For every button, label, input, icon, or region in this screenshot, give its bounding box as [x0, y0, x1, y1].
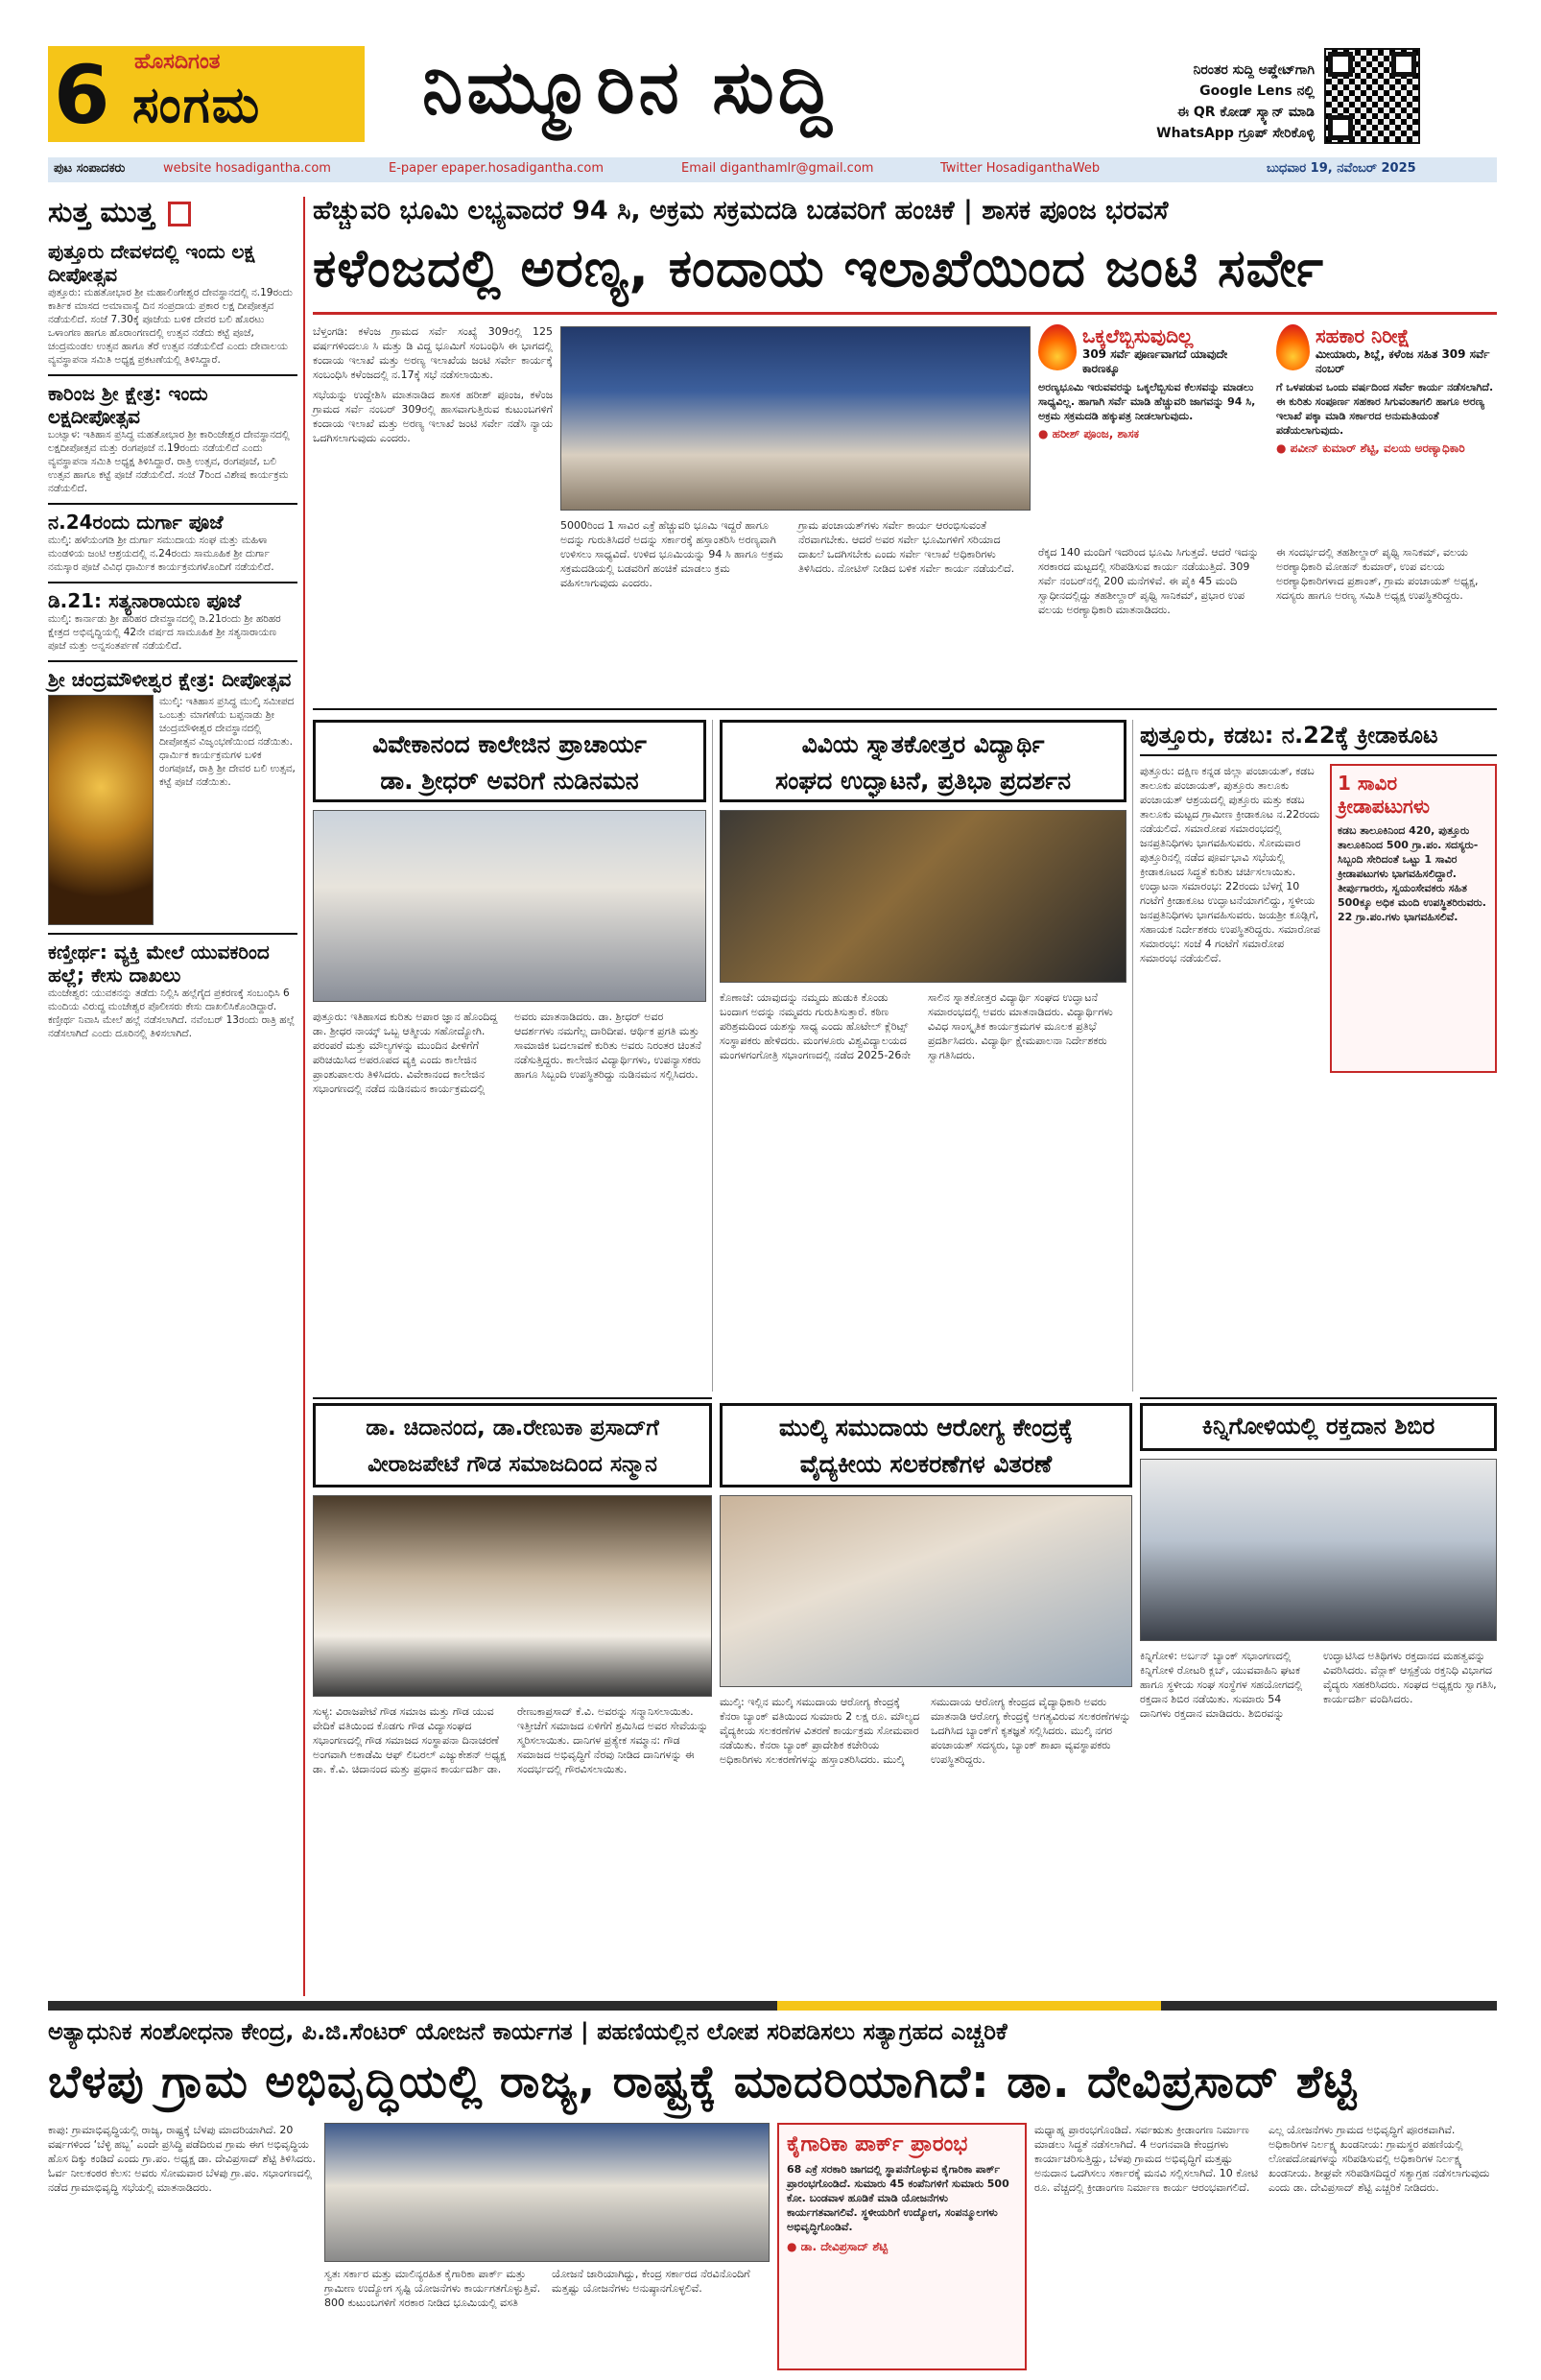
- mulki-headline-box: [720, 1403, 1132, 1488]
- top-story-kicker: ಹೆಚ್ಚುವರಿ ಭೂಮಿ ಲಭ್ಯವಾದರೆ 94 ಸಿ, ಅಕ್ರಮ ಸಕ್ರಮದಡಿ ಬಡವರಿಗೆ ಹಂಚಿಕೆ | ಶಾಸಕ ಪೂಂಜ ಭರವಸೆ: [313, 196, 1169, 226]
- left-news-list: [48, 240, 297, 1040]
- quote-body: ಗೆ ಒಳಪಡುವ ಒಂದು ವರ್ಷದಿಂದ ಸರ್ವೇ ಕಾರ್ಯ ನಡೆಸಲಾಗಿದೆ. ಈ ಕುರಿತು ಸಂಪೂರ್ಣ ಸಹಕಾರ ಸಿಗುವಂತಾಗಲಿ ಹಾಗೂ ಅರಣ್ಯ ಇಲಾಖೆ ಪಕ್ಕಾ ಮಾಡಿ ಸರ್ಕಾರದ ಅನುಮತಿಯಂತೆ ಪಡೆಯಲಾಗುವುದು.: [1276, 381, 1494, 437]
- bottom-story-headline: ಬೆಳಪು ಗ್ರಾಮ ಅಭಿವೃದ್ಧಿಯಲ್ಲಿ ರಾಜ್ಯ, ರಾಷ್ಟ್ರಕ್ಕೆ ಮಾದರಿಯಾಗಿದೆ: ಡಾ. ದೇವಿಪ್ರಸಾದ್ ಶೆಟ್ಟಿ: [48, 2056, 1358, 2108]
- news-title: ಕಾರಿಂಜ ಶ್ರೀ ಕ್ಷೇತ್ರ: ಇಂದು ಲಕ್ಷದೀಪೋತ್ಸವ: [48, 382, 208, 428]
- top-story-photo: [560, 326, 1031, 511]
- column-heading: [48, 196, 195, 229]
- twitter-link[interactable]: Twitter HosadiganthaWeb: [940, 161, 1101, 176]
- bottom-story-body-col3: ಮಧ್ಯಾಹ್ನ ಪ್ರಾರಂಭಗೊಂಡಿದೆ. ಸರ್ವಋತು ಕ್ರೀಡಾಂಗಣ ನಿರ್ಮಾಣ ಮಾಡಲು ಸಿದ್ಧತೆ ನಡೆಸಲಾಗಿದೆ. 4 ಅಂಗನವಾಡಿ ಕೇಂದ್ರಗಳು ಕಾರ್ಯಾಚರಿಸುತ್ತಿದ್ದು, ಬೆಳಪು ಗ್ರಾಮದ ಅಭಿವೃದ್ಧಿಗೆ ಮತ್ತಷ್ಟು ಅನುದಾನ ಒದಗಿಸಲು ಸರ್ಕಾರಕ್ಕೆ ಮನವಿ ಸಲ್ಲಿಸಲಾಗಿದೆ. 10 ಕೋಟಿ ರೂ. ವೆಚ್ಚದಲ್ಲಿ ಕ್ರೀಡಾಂಗಣ ನಿರ್ಮಾಣ ಕಾರ್ಯ ಆರಂಭವಾಗಲಿದೆ.: [1034, 2124, 1259, 2194]
- list-item: [48, 940, 297, 1040]
- column-divider: [712, 720, 713, 1392]
- postgrad-photo: [720, 810, 1126, 983]
- quote-title: ಸಹಕಾರ ನಿರೀಕ್ಷೆ: [1316, 324, 1411, 347]
- chidanand-headline-box: [313, 1403, 712, 1488]
- quote-attribution: ● ಪವೀನ್ ಕುಮಾರ್ ಶೆಟ್ಟಿ, ವಲಯ ಅರಣ್ಯಾಧಿಕಾರಿ: [1276, 441, 1465, 455]
- news-title: ಪುತ್ತೂರು ದೇವಳದಲ್ಲಿ ಇಂದು ಲಕ್ಷ ದೀಪೋತ್ಸವ: [48, 240, 255, 286]
- column-divider: [1132, 720, 1133, 1392]
- page-number: 6: [54, 48, 110, 142]
- list-item: [48, 240, 297, 367]
- box-attribution: ● ಡಾ. ದೇವಿಪ್ರಸಾದ್ ಶೆಟ್ಟಿ: [787, 2240, 889, 2253]
- brand-small: ಹೊಸದಿಗಂತ: [134, 50, 221, 74]
- news-title: ನ.24ರಂದು ದುರ್ಗಾ ಪೂಜೆ: [48, 511, 224, 534]
- section-bar: [48, 2001, 1497, 2011]
- news-title: ಕಣ್ತೀರ್ಥ: ವ್ಯಕ್ತಿ ಮೇಲೆ ಯುವಕರಿಂದ ಹಲ್ಲೆ; ಕೇಸು ದಾಖಲು: [48, 940, 270, 987]
- sports-headline: ಪುತ್ತೂರು, ಕಡಬ: ನ.22ಕ್ಕೆ ಕ್ರೀಡಾಕೂಟ: [1140, 722, 1438, 749]
- news-body: ಮುಲ್ಕಿ: ಇತಿಹಾಸ ಪ್ರಸಿದ್ಧ ಮುಲ್ಕಿ ಸಮೀಪದ ಒಂಬತ್ತು ಮಾಗಣೆಯ ಬಪ್ಪನಾಡು ಶ್ರೀ ಚಂದ್ರಮೌಳೀಶ್ವರ ದೇವಸ್ಥಾನದಲ್ಲಿ ದೀಪೋತ್ಸವ ವಿಜೃಂಭಣೆಯಿಂದ ನಡೆಯಿತು. ಧಾರ್ಮಿಕ ಕಾರ್ಯಕ್ರಮಗಳ ಬಳಿಕ ರಂಗಪೂಜೆ, ರಾತ್ರಿ ಶ್ರೀ ದೇವರ ಬಲಿ ಉತ್ಸವ, ಕಟ್ಟೆ ಪೂಜೆ ನಡೆಯಿತು.: [159, 696, 296, 788]
- box-body: ಕಡಬ ತಾಲೂಕಿನಿಂದ 420, ಪುತ್ತೂರು ತಾಲೂಕಿನಿಂದ 500 ಗ್ರಾ.ಪಂ. ಸದಸ್ಯರು- ಸಿಬ್ಬಂದಿ ಸೇರಿದಂತೆ ಒಟ್ಟು 1 ಸಾವಿರ ಕ್ರೀಡಾಪಟುಗಳು ಭಾಗವಹಿಸಲಿದ್ದಾರೆ. ತೀರ್ಪುಗಾರರು, ಸ್ವಯಂಸೇವಕರು ಸಹಿತ 500ಕ್ಕೂ ಅಧಿಕ ಮಂದಿ ಉಪಸ್ಥಿತರಿರುವರು. 22 ಗ್ರಾ.ಪಂ.ಗಳು ಭಾಗವಹಿಸಲಿವೆ.: [1338, 824, 1486, 923]
- kinnigoli-body: ಕಿನ್ನಿಗೋಳಿ: ಅರ್ಬನ್ ಬ್ಯಾಂಕ್ ಸಭಾಂಗಣದಲ್ಲಿ ಕಿನ್ನಿಗೋಳಿ ರೋಟರಿ ಕ್ಲಬ್, ಯುವವಾಹಿನಿ ಘಟಕ ಹಾಗೂ ಸ್ಥಳೀಯ ಸಂಘ ಸಂಸ್ಥೆಗಳ ಸಹಯೋಗದಲ್ಲಿ ರಕ್ತದಾನ ಶಿಬಿರ ನಡೆಯಿತು. ಸುಮಾರು 54 ದಾನಿಗಳು ರಕ್ತದಾನ ಮಾಡಿದರು. ಶಿಬಿರವನ್ನು ಉದ್ಘಾಟಿಸಿದ ಅತಿಥಿಗಳು ರಕ್ತದಾನದ ಮಹತ್ವವನ್ನು ವಿವರಿಸಿದರು. ವೆನ್ಲಾಕ್ ಆಸ್ಪತ್ರೆಯ ರಕ್ತನಿಧಿ ವಿಭಾಗದ ವೈದ್ಯರು ಸಹಕರಿಸಿದರು. ಸಂಘದ ಅಧ್ಯಕ್ಷರು ಸ್ವಾಗತಿಸಿ, ಕಾರ್ಯದರ್ಶಿ ವಂದಿಸಿದರು.: [1140, 1650, 1497, 1720]
- top-story-body-col2: 5000ರಿಂದ 1 ಸಾವಿರ ಎಕ್ರೆ ಹೆಚ್ಚುವರಿ ಭೂಮಿ ಇದ್ದರೆ ಹಾಗೂ ಅದನ್ನು ಗುರುತಿಸಿದರೆ ಅದನ್ನು ಸರ್ಕಾರಕ್ಕೆ ಹಸ್ತಾಂತರಿಸಿ ಅರಣ್ಯವಾಗಿ ಉಳಿಸಲು ಸಾಧ್ಯವಿದೆ. ಉಳಿದ ಭೂಮಿಯನ್ನು 94 ಸಿ ಹಾಗೂ ಅಕ್ರಮ ಸಕ್ರಮದಡಿಯಲ್ಲಿ ಬಡವರಿಗೆ ಹಂಚಿಕೆ ಮಾಡಲು ಕ್ರಮ ವಹಿಸಲಾಗುವುದು ಎಂದರು.: [560, 519, 784, 589]
- column-heading-text: ಸುತ್ತ ಮುತ್ತ: [48, 196, 154, 229]
- qr-instructions: [864, 60, 1315, 144]
- column-divider: [303, 197, 305, 1996]
- bottom-story-kicker: ಅತ್ಯಾಧುನಿಕ ಸಂಶೋಧನಾ ಕೇಂದ್ರ, ಪಿ.ಜಿ.ಸೆಂಟರ್ ಯೋಜನೆ ಕಾರ್ಯಗತ | ಪಹಣಿಯಲ್ಲಿನ ಲೋಪ ಸರಿಪಡಿಸಲು ಸತ್ಯಾಗ್ರಹದ ಎಚ್ಚರಿಕೆ: [48, 2018, 1008, 2045]
- quote-box-mla: [1038, 324, 1268, 441]
- temple-photo: [48, 695, 154, 925]
- news-body: ಮಂಜೇಶ್ವರ: ಯುವಕನನ್ನು ತಡೆದು ನಿಲ್ಲಿಸಿ ಹಲ್ಲೆಗೈದ ಪ್ರಕರಣಕ್ಕೆ ಸಂಬಂಧಿಸಿ 6 ಮಂದಿಯ ವಿರುದ್ಧ ಮಂಜೇಶ್ವರ ಪೊಲೀಸರು ಕೇಸು ದಾಖಲಿಸಿಕೊಂಡಿದ್ದಾರೆ. ಕಣ್ತೀರ್ಥ ನಿವಾಸಿ ಮೇಲೆ ಹಲ್ಲೆ ನಡೆಸಲಾಗಿದೆ. ನವೆಂಬರ್ 13ರಂದು ರಾತ್ರಿ ಹಲ್ಲೆ ನಡೆಸಲಾಗಿದೆ ಎಂದು ದೂರಿನಲ್ಲಿ ತಿಳಿಸಲಾಗಿದೆ.: [48, 988, 296, 1039]
- mulki-body: ಮುಲ್ಕಿ: ಇಲ್ಲಿನ ಮುಲ್ಕಿ ಸಮುದಾಯ ಆರೋಗ್ಯ ಕೇಂದ್ರಕ್ಕೆ ಕೆನರಾ ಬ್ಯಾಂಕ್ ವತಿಯಿಂದ ಸುಮಾರು 2 ಲಕ್ಷ ರೂ. ಮೌಲ್ಯದ ವೈದ್ಯಕೀಯ ಸಲಕರಣೆಗಳ ವಿತರಣೆ ಕಾರ್ಯಕ್ರಮ ಸೋಮವಾರ ನಡೆಯಿತು. ಕೆನರಾ ಬ್ಯಾಂಕ್ ಪ್ರಾದೇಶಿಕ ಕಚೇರಿಯ ಅಧಿಕಾರಿಗಳು ಸಲಕರಣೆಗಳನ್ನು ಹಸ್ತಾಂತರಿಸಿದರು. ಮುಲ್ಕಿ ಸಮುದಾಯ ಆರೋಗ್ಯ ಕೇಂದ್ರದ ವೈದ್ಯಾಧಿಕಾರಿ ಅವರು ಮಾತನಾಡಿ ಆರೋಗ್ಯ ಕೇಂದ್ರಕ್ಕೆ ಅಗತ್ಯವಿರುವ ಸಲಕರಣೆಗಳನ್ನು ಒದಗಿಸಿದ ಬ್ಯಾಂಕ್‌ಗೆ ಕೃತಜ್ಞತೆ ಸಲ್ಲಿಸಿದರು. ಮುಲ್ಕಿ ನಗರ ಪಂಚಾಯತ್ ಸದಸ್ಯರು, ಬ್ಯಾಂಕ್ ಶಾಖಾ ವ್ಯವಸ್ಥಾಪಕರು ಉಪಸ್ಥಿತರಿದ್ದರು.: [720, 1696, 1131, 1766]
- quote-body: ಅರಣ್ಯಭೂಮಿ ಇರುವವರನ್ನು ಒಕ್ಕಲೆಬ್ಬಿಸುವ ಕೆಲಸವನ್ನು ಮಾಡಲು ಸಾಧ್ಯವಿಲ್ಲ. ಹಾಗಾಗಿ ಸರ್ವೆ ಮಾಡಿ ಹೆಚ್ಚುವರಿ ಜಾಗವನ್ನು 94 ಸಿ, ಅಕ್ರಮ ಸಕ್ರಮದಡಿ ಹಕ್ಕುಪತ್ರ ನೀಡಲಾಗುವುದು.: [1038, 381, 1256, 422]
- list-item: [48, 511, 297, 574]
- brand-big: ಸಂಗಮ: [132, 77, 262, 134]
- kinnigoli-photo: [1140, 1459, 1497, 1641]
- list-item: [48, 668, 297, 925]
- epaper-link[interactable]: E-paper epaper.hosadigantha.com: [389, 161, 605, 176]
- vivekananda-body: ಪುತ್ತೂರು: ಇತಿಹಾಸದ ಕುರಿತು ಅಪಾರ ಜ್ಞಾನ ಹೊಂದಿದ್ದ ಡಾ. ಶ್ರೀಧರ ನಾಯ್ಕ್ ಒಬ್ಬ ಆತ್ಮೀಯ ಸಹೋದ್ಯೋಗಿ. ಪರಂಪರೆ ಮತ್ತು ಮೌಲ್ಯಗಳನ್ನು ಮುಂದಿನ ಪೀಳಿಗೆಗೆ ಪರಿಚಯಿಸಿದ ಅಪರೂಪದ ವ್ಯಕ್ತಿ ಎಂದು ಕಾಲೇಜಿನ ಪ್ರಾಂಶುಪಾಲರು ತಿಳಿಸಿದರು. ವಿವೇಕಾನಂದ ಕಾಲೇಜಿನ ಸಭಾಂಗಣದಲ್ಲಿ ನಡೆದ ನುಡಿನಮನ ಕಾರ್ಯಕ್ರಮದಲ್ಲಿ ಅವರು ಮಾತನಾಡಿದರು. ಡಾ. ಶ್ರೀಧರ್ ಅವರ ಆದರ್ಶಗಳು ನಮಗೆಲ್ಲ ದಾರಿದೀಪ. ಆರ್ಥಿಕ ಪ್ರಗತಿ ಮತ್ತು ಸಾಮಾಜಿಕ ಬದಲಾವಣೆ ಕುರಿತು ಅವರು ನಿರಂತರ ಚಿಂತನೆ ನಡೆಸುತ್ತಿದ್ದರು. ಕಾಲೇಜಿನ ವಿದ್ಯಾರ್ಥಿಗಳು, ಉಪನ್ಯಾಸಕರು ಹಾಗೂ ಸಿಬ್ಬಂದಿ ಉಪಸ್ಥಿತರಿದ್ದು ನುಡಿನಮನ ಸಲ್ಲಿಸಿದರು.: [313, 1011, 701, 1095]
- industrial-park-box: [777, 2123, 1027, 2370]
- page-title: ನಿಮ್ಮೂರಿನ ಸುದ್ದಿ: [422, 44, 836, 130]
- top-story-body-col1: [313, 324, 553, 451]
- flame-icon: [1038, 324, 1077, 370]
- news-body: ಬಂಟ್ವಾಳ: ಇತಿಹಾಸ ಪ್ರಸಿದ್ಧ ಮಹತೋಭಾರ ಶ್ರೀ ಕಾರಿಂಜೇಶ್ವರ ದೇವಸ್ಥಾನದಲ್ಲಿ ಲಕ್ಷದೀಪೋತ್ಸವ ಮತ್ತು ರಂಗಪೂಜೆ ನ.19ರಂದು ನಡೆಯಲಿದೆ ಎಂದು ವ್ಯವಸ್ಥಾಪನಾ ಸಮಿತಿ ಅಧ್ಯಕ್ಷ ತಿಳಿಸಿದ್ದಾರೆ. ರಾತ್ರಿ ಉತ್ಸವ, ರಂಗಪೂಜೆ, ಬಲಿ ಉತ್ಸವ ಹಾಗೂ ಕಟ್ಟೆ ಪೂಜೆ ನಡೆಯಲಿದೆ. ಸಂಜೆ 7ರಿಂದ ವಿಶೇಷ ಕಾರ್ಯಕ್ರಮ ನಡೆಯಲಿದೆ.: [48, 429, 290, 494]
- divider: [313, 708, 1497, 710]
- list-item: [48, 382, 297, 495]
- divider: [313, 1397, 712, 1399]
- headline-line-1: ಮುಲ್ಕಿ ಸಮುದಾಯ ಆರೋಗ್ಯ ಕೇಂದ್ರಕ್ಕೆ: [778, 1414, 1074, 1441]
- section-label: ಪುಟ ಸಂಪಾದಕರು: [54, 161, 126, 176]
- email-link[interactable]: Email diganthamlr@gmail.com: [681, 161, 874, 176]
- qr-code-icon[interactable]: [1324, 48, 1420, 144]
- headline-line-2: ವೈದ್ಯಕೀಯ ಸಲಕರಣೆಗಳ ವಿತರಣೆ: [799, 1450, 1053, 1478]
- headline-line-1: ವಿವಿಯ ಸ್ನಾತಕೋತ್ತರ ವಿದ್ಯಾರ್ಥಿ: [801, 730, 1045, 758]
- news-body: ಪುತ್ತೂರು: ಮಹತೋಭಾರ ಶ್ರೀ ಮಹಾಲಿಂಗೇಶ್ವರ ದೇವಸ್ಥಾನದಲ್ಲಿ ನ.19ರಂದು ಕಾರ್ತಿಕ ಮಾಸದ ಅಮಾವಾಸ್ಯೆ ದಿನ ಸಂಪ್ರದಾಯ ಪ್ರಕಾರ ಲಕ್ಷ ದೀಪೋತ್ಸವ ನಡೆಯಲಿದೆ. ಸಂಜೆ 7.30ಕ್ಕೆ ಪೂಜೆಯ ಬಳಿಕ ದೇವರ ಬಲಿ ಹೊರಟು ಒಳಾಂಗಣ ಹಾಗೂ ಹೊರಾಂಗಣದಲ್ಲಿ ಉತ್ಸವ ನಡೆದು ಕಟ್ಟೆ ಪೂಜೆ, ಚಂದ್ರಮಂಡಲ ಉತ್ಸವ ಹಾಗೂ ತೆರೆ ಉತ್ಸವ ನಡೆಯಲಿದೆ ಎಂದು ದೇವಾಲಯ ವ್ಯವಸ್ಥಾಪನಾ ಸಮಿತಿ ಅಧ್ಯಕ್ಷ ಪ್ರಕಟಣೆಯಲ್ಲಿ ತಿಳಿಸಿದ್ದಾರೆ.: [48, 287, 293, 366]
- headline-line-1: ವಿವೇಕಾನಂದ ಕಾಲೇಜಿನ ಪ್ರಾಚಾರ್ಯ: [372, 730, 647, 758]
- bottom-story-body-col1: ಕಾಪು: ಗ್ರಾಮಾಭಿವೃದ್ಧಿಯಲ್ಲಿ ರಾಜ್ಯ, ರಾಷ್ಟ್ರಕ್ಕೆ ಬೆಳಪು ಮಾದರಿಯಾಗಿದೆ. 20 ವರ್ಷಗಳಿಂದ ‘ಬೆಳ್ಳಿ ಹಬ್ಬ’ ಎಂದೇ ಪ್ರಸಿದ್ಧಿ ಪಡೆದಿರುವ ಗ್ರಾಮ ಈಗ ಅಭಿವೃದ್ಧಿಯ ಹೊಸ ದಿಕ್ಕು ಕಂಡಿದೆ ಎಂದು ಗ್ರಾ.ಪಂ. ಅಧ್ಯಕ್ಷ ಡಾ. ದೇವಿಪ್ರಸಾದ್ ಶೆಟ್ಟಿ ತಿಳಿಸಿದರು. ಓರ್ವ ನೀಲಕಂಠರ ಕೆಲಸ: ಅವರು ಸೋಮವಾರ ಬೆಳಪು ಗ್ರಾ.ಪಂ. ಸಭಾಂಗಣದಲ್ಲಿ ನಡೆದ ಗ್ರಾಮಾಭಿವೃದ್ಧಿ ಸಭೆಯಲ್ಲಿ ಮಾತನಾಡಿದರು.: [48, 2124, 317, 2194]
- qr-corner: [1391, 52, 1416, 77]
- headline-line-1: ಡಾ. ಚಿದಾನಂದ, ಡಾ.ರೇಣುಕಾ ಪ್ರಸಾದ್‌ಗೆ: [366, 1416, 659, 1440]
- qr-text-3: ಈ QR ಕೋಡ್ ಸ್ಕ್ಯಾನ್ ಮಾಡಿ: [1176, 105, 1315, 120]
- issue-date: ಬುಧವಾರ 19, ನವೆಂಬರ್ 2025: [1267, 161, 1416, 176]
- postgrad-body: ಕೊಣಾಜೆ: ಯಾವುದನ್ನು ನಮ್ಮದು ಹುಡುಕಿ ಕೊಂಡು ಬಂದಾಗ ಅದನ್ನು ನಮ್ಮವರು ಗುರುತಿಸುತ್ತಾರೆ. ಕಠಿಣ ಪರಿಶ್ರಮದಿಂದ ಯಶಸ್ಸು ಸಾಧ್ಯ ಎಂದು ಹೊಟೇಲ್ ಕ್ಲೆರಿಟ್ಸ್ ಸಂಸ್ಥಾಪಕರು ಹೇಳಿದರು. ಮಂಗಳೂರು ವಿಶ್ವವಿದ್ಯಾಲಯದ ಮಂಗಳಗಂಗೋತ್ರಿ ಸಭಾಂಗಣದಲ್ಲಿ ನಡೆದ 2025-26ನೇ ಸಾಲಿನ ಸ್ನಾತಕೋತ್ತರ ವಿದ್ಯಾರ್ಥಿ ಸಂಘದ ಉದ್ಘಾಟನೆ ಸಮಾರಂಭದಲ್ಲಿ ಅವರು ಮಾತನಾಡಿದರು. ವಿದ್ಯಾರ್ಥಿಗಳು ವಿವಿಧ ಸಾಂಸ್ಕೃತಿಕ ಕಾರ್ಯಕ್ರಮಗಳ ಮೂಲಕ ಪ್ರತಿಭೆ ಪ್ರದರ್ಶಿಸಿದರು. ವಿದ್ಯಾರ್ಥಿ ಕ್ಷೇಮಪಾಲನಾ ನಿರ್ದೇಶಕರು ಸ್ವಾಗತಿಸಿದರು.: [720, 991, 1113, 1061]
- divider: [313, 312, 1497, 315]
- top-story-headline: ಕಳೆಂಜದಲ್ಲಿ ಅರಣ್ಯ, ಕಂದಾಯ ಇಲಾಖೆಯಿಂದ ಜಂಟಿ ಸರ್ವೇ: [313, 238, 1325, 298]
- website-link[interactable]: website hosadigantha.com: [163, 161, 331, 176]
- headline-line-2: ಸಂಘದ ಉದ್ಘಾಟನೆ, ಪ್ರತಿಭಾ ಪ್ರದರ್ಶನ: [774, 767, 1072, 795]
- kinnigoli-headline: ಕಿನ್ನಿಗೋಳಿಯಲ್ಲಿ ರಕ್ತದಾನ ಶಿಬಿರ: [1140, 1403, 1497, 1451]
- bottom-story-body-col4: ಎಲ್ಲ ಯೋಜನೆಗಳು ಗ್ರಾಮದ ಅಭಿವೃದ್ಧಿಗೆ ಪೂರಕವಾಗಿವೆ. ಅಧಿಕಾರಿಗಳ ನಿರ್ಲಕ್ಷ್ಯ ಖಂಡನೀಯ: ಗ್ರಾಮಸ್ಥರ ಪಹಣಿಯಲ್ಲಿ ಲೋಪದೋಷಗಳನ್ನು ಸರಿಪಡಿಸುವಲ್ಲಿ ಅಧಿಕಾರಿಗಳ ನಿರ್ಲಕ್ಷ್ಯ ಖಂಡನೀಯ. ಶೀಘ್ರವೇ ಸರಿಪಡಿಸದಿದ್ದರೆ ಸತ್ಯಾಗ್ರಹ ನಡೆಸಲಾಗುವುದು ಎಂದು ಡಾ. ದೇವಿಪ್ರಸಾದ್ ಶೆಟ್ಟಿ ಎಚ್ಚರಿಕೆ ನೀಡಿದರು.: [1268, 2124, 1490, 2194]
- headline-line-2: ಡಾ. ಶ್ರೀಧರ್ ಅವರಿಗೆ ನುಡಿನಮನ: [380, 767, 639, 795]
- top-story-body-col3: ಗ್ರಾಮ ಪಂಚಾಯತ್‌ಗಳು ಸರ್ವೇ ಕಾರ್ಯ ಆರಂಭಿಸುವಂತೆ ನೆರವಾಗಬೇಕು. ಆದರೆ ಅವರ ಸರ್ವೇ ಭೂಮಿಗಳಿಗೆ ಸರಿಯಾದ ದಾಖಲೆ ಒದಗಿಸಬೇಕು ಎಂದು ಸರ್ವೇ ಇಲಾಖೆ ಅಧಿಕಾರಿಗಳು ತಿಳಿಸಿದರು. ನೋಟಿಸ್ ನೀಡಿದ ಬಳಿಕ ಸರ್ವೇ ಕಾರ್ಯ ನಡೆಯಲಿದೆ.: [798, 519, 1015, 575]
- paragraph: ಸಭೆಯನ್ನು ಉದ್ದೇಶಿಸಿ ಮಾತನಾಡಿದ ಶಾಸಕ ಹರೀಶ್ ಪೂಂಜ, ಕಳೆಂಜ ಗ್ರಾಮದ ಸರ್ವೆ ನಂಬರ್ 309ರಲ್ಲಿ ಹಾಸವಾಗುತ್ತಿರುವ ಕುಟುಂಬಗಳಿಗೆ ಕಂದಾಯ ಇಲಾಖೆ ಮತ್ತು ಅರಣ್ಯ ಇಲಾಖೆ ಜಂಟಿ ಸರ್ವೇ ನಡೆಸಿ ನ್ಯಾಯ ಒದಗಿಸಲಾಗುವುದು ಎಂದರು.: [313, 389, 553, 444]
- postgrad-headline-box: [720, 720, 1126, 802]
- info-bar: [48, 157, 1497, 182]
- book-icon: [168, 202, 191, 226]
- quote-box-forest: [1276, 324, 1497, 456]
- vivekananda-photo: [313, 810, 706, 1002]
- box-body: 68 ಎಕ್ರೆ ಸರಕಾರಿ ಜಾಗದಲ್ಲಿ ಸ್ಥಾಪನೆಗೊಳ್ಳುವ ಕೈಗಾರಿಕಾ ಪಾರ್ಕ್ ಪ್ರಾರಂಭಗೊಂಡಿದೆ. ಸುಮಾರು 45 ಕಂಪೆನಿಗಳಿಗೆ ಸುಮಾರು 500 ಕೋ. ಬಂಡವಾಳ ಹೂಡಿಕೆ ಮಾಡಿ ಯೋಜನೆಗಳು ಕಾರ್ಯಗತವಾಗಲಿವೆ. ಸ್ಥಳೀಯರಿಗೆ ಉದ್ಯೋಗ, ಸಂಪನ್ಮೂಲಗಳು ಅಭಿವೃದ್ಧಿಗೊಂಡಿವೆ.: [787, 2163, 1009, 2233]
- divider: [1140, 754, 1497, 756]
- qr-text-4: WhatsApp ಗ್ರೂಪ್ ಸೇರಿಕೊಳ್ಳಿ: [1156, 126, 1315, 141]
- top-story-body-col4: ರೆಕ್ಕದ 140 ಮಂದಿಗೆ ಇದರಿಂದ ಭೂಮಿ ಸಿಗುತ್ತದೆ. ಆದರೆ ಇದನ್ನು ಸರಕಾರದ ಮಟ್ಟದಲ್ಲಿ ಸರಿಪಡಿಸುವ ಕಾರ್ಯ ನಡೆಯುತ್ತಿದೆ. 309 ಸರ್ವೆ ನಂಬರ್‌ನಲ್ಲಿ 200 ಮನೆಗಳಿವೆ. ಈ ಪೈಕಿ 45 ಮಂದಿ ಸ್ವಾಧೀನದಲ್ಲಿದ್ದು ತಹಶೀಲ್ದಾರ್ ಪೃಥ್ವಿ ಸಾನಿಕಮ್, ಪ್ರಭಾರ ಉಪ ವಲಯ ಅರಣ್ಯಾಧಿಕಾರಿ ಮಾತನಾಡಿದರು.: [1038, 546, 1259, 616]
- qr-corner: [1328, 115, 1353, 140]
- qr-corner: [1328, 52, 1353, 77]
- sports-body: ಪುತ್ತೂರು: ದಕ್ಷಿಣ ಕನ್ನಡ ಜಿಲ್ಲಾ ಪಂಚಾಯತ್, ಕಡಬ ತಾಲೂಕು ಪಂಚಾಯತ್, ಪುತ್ತೂರು ತಾಲೂಕು ಪಂಚಾಯತ್ ಆಶ್ರಯದಲ್ಲಿ ಪುತ್ತೂರು ಮತ್ತು ಕಡಬ ತಾಲೂಕು ಮಟ್ಟದ ಗ್ರಾಮೀಣ ಕ್ರೀಡಾಕೂಟ ನ.22ರಂದು ನಡೆಯಲಿದೆ. ಸಮಾರೋಪ ಸಮಾರಂಭದಲ್ಲಿ ಜನಪ್ರತಿನಿಧಿಗಳು ಭಾಗವಹಿಸುವರು. ಸೋಮವಾರ ಪುತ್ತೂರಿನಲ್ಲಿ ನಡೆದ ಪೂರ್ವಭಾವಿ ಸಭೆಯಲ್ಲಿ ಕ್ರೀಡಾಕೂಟದ ಸಿದ್ಧತೆ ಕುರಿತು ಚರ್ಚಿಸಲಾಯಿತು. ಉದ್ಘಾಟನಾ ಸಮಾರಂಭ: 22ರಂದು ಬೆಳಗ್ಗೆ 10 ಗಂಟೆಗೆ ಕ್ರೀಡಾಕೂಟ ಉದ್ಘಾಟನೆಯಾಗಲಿದ್ದು, ಸ್ಥಳೀಯ ಜನಪ್ರತಿನಿಧಿಗಳು ಭಾಗವಹಿಸುವರು. ಜಯಶ್ರೀ ಕೂಡ್ಲಿಗೆ, ಸಹಾಯಕ ನಿರ್ದೇಶಕರು ಉಪಸ್ಥಿತರಿದ್ದರು. ಸಮಾರೋಪ ಸಮಾರಂಭ: ಸಂಜೆ 4 ಗಂಟೆಗೆ ಸಮಾರೋಪ ಸಮಾರಂಭ ನಡೆಯಲಿದೆ.: [1140, 765, 1320, 964]
- bottom-story-body-col2: ಸ್ವತಃ ಸರ್ಕಾರ ಮತ್ತು ಮಾಲಿನ್ಯರಹಿತ ಕೈಗಾರಿಕಾ ಪಾರ್ಕ್ ಮತ್ತು ಗ್ರಾಮೀಣ ಉದ್ಯೋಗ ಸೃಷ್ಟಿ ಯೋಜನೆಗಳು ಕಾರ್ಯಗತಗೊಳ್ಳುತ್ತಿವೆ. 800 ಕುಟುಂಬಗಳಿಗೆ ಸರಕಾರ ನೀಡಿದ ಭೂಮಿಯಲ್ಲಿ ವಸತಿ ಯೋಜನೆ ಜಾರಿಯಾಗಿದ್ದು, ಕೇಂದ್ರ ಸರ್ಕಾರದ ನೆರವಿನೊಂದಿಗೆ ಮತ್ತಷ್ಟು ಯೋಜನೆಗಳು ಅನುಷ್ಠಾನಗೊಳ್ಳಲಿವೆ.: [324, 2268, 750, 2309]
- mulki-photo: [720, 1495, 1132, 1687]
- qr-text-1: ನಿರಂತರ ಸುದ್ದಿ ಅಪ್ಡೇಟ್‌ಗಾಗಿ: [1193, 62, 1315, 78]
- flame-icon: [1276, 324, 1310, 370]
- vivekananda-headline-box: [313, 720, 706, 802]
- box-title: 1 ಸಾವಿರ ಕ್ರೀಡಾಪಟುಗಳು: [1338, 772, 1431, 818]
- headline-line-2: ವೀರಾಜಪೇಟೆ ಗೌಡ ಸಮಾಜದಿಂದ ಸನ್ಮಾನ: [367, 1452, 657, 1477]
- divider: [1140, 1397, 1497, 1399]
- qr-text-2: Google Lens ನಲ್ಲಿ: [1199, 83, 1315, 99]
- chidanand-photo: [313, 1495, 712, 1697]
- news-body: ಮುಲ್ಕಿ: ಕಾರ್ನಾಡು ಶ್ರೀ ಹರಿಹರ ದೇವಸ್ಥಾನದಲ್ಲಿ ಡಿ.21ರಂದು ಶ್ರೀ ಹರಿಹರ ಕ್ಷೇತ್ರದ ಅಭಿವೃದ್ಧಿಯಲ್ಲಿ 42ನೇ ವರ್ಷದ ಸಾಮೂಹಿಕ ಶ್ರೀ ಸತ್ಯನಾರಾಯಣ ಪೂಜೆ ಮತ್ತು ಅನ್ನಸಂತರ್ಪಣೆ ನಡೆಯಲಿದೆ.: [48, 613, 281, 652]
- quote-title: ಒಕ್ಕಲೆಬ್ಬಿಸುವುದಿಲ್ಲ: [1081, 324, 1194, 347]
- quote-subtitle: ಮೀಯಾರು, ಶಿಬ್ಲೆ, ಕಳೆಂಜ ಸಹಿತ 309 ಸರ್ವೆ ನಂಬರ್: [1316, 347, 1490, 375]
- box-title: ಕೈಗಾರಿಕಾ ಪಾರ್ಕ್ ಪ್ರಾರಂಭ: [787, 2132, 968, 2156]
- paragraph: ಬೆಳ್ತಂಗಡಿ: ಕಳೆಂಜ ಗ್ರಾಮದ ಸರ್ವೆ ಸಂಖ್ಯೆ 309ರಲ್ಲಿ 125 ವರ್ಷಗಳಿಂದಲೂ ಸಿ ಮತ್ತು ಡಿ ವಿದ್ದ ಭೂಮಿಗೆ ಸಂಬಂಧಿಸಿ ಈ ಭಾಗದಲ್ಲಿ ಕಂದಾಯ ಇಲಾಖೆ ಮತ್ತು ಅರಣ್ಯ ಇಲಾಖೆಯ ಜಂಟಿ ಸರ್ವೇ ಕಾರ್ಯಕ್ಕೆ ಸಂಬಂಧಿಸಿ ಕಳೆಂಜದಲ್ಲಿ ನ.17ಕ್ಕೆ ಸಭೆ ನಡೆಸಲಾಯಿತು.: [313, 325, 553, 381]
- quote-subtitle: 309 ಸರ್ವೆ ಪೂರ್ಣವಾಗದೆ ಯಾವುದೇ ಕಾರಣಕ್ಕೂ: [1081, 347, 1228, 375]
- bottom-story-photo: [324, 2123, 770, 2262]
- chidanand-body: ಸುಳ್ಯ: ವಿರಾಜಪೇಟೆ ಗೌಡ ಸಮಾಜ ಮತ್ತು ಗೌಡ ಯುವ ವೇದಿಕೆ ವತಿಯಿಂದ ಕೊಡಗು ಗೌಡ ವಿದ್ಯಾಸಂಘದ ಸಭಾಂಗಣದಲ್ಲಿ ಗೌಡ ಸಮಾಜದ ಸಂಸ್ಥಾಪನಾ ದಿನಾಚರಣೆ ಅಂಗವಾಗಿ ಅಕಾಡೆಮಿ ಆಫ್ ಲಿಬರಲ್ ಎಜ್ಯುಕೇಶನ್ ಅಧ್ಯಕ್ಷ ಡಾ. ಕೆ.ವಿ. ಚಿದಾನಂದ ಮತ್ತು ಪ್ರಧಾನ ಕಾರ್ಯದರ್ಶಿ ಡಾ. ರೇಣುಕಾಪ್ರಸಾದ್ ಕೆ.ವಿ. ಅವರನ್ನು ಸನ್ಮಾನಿಸಲಾಯಿತು. ಇತ್ತೀಚೆಗೆ ಸಮಾಜದ ಏಳಿಗೆಗೆ ಶ್ರಮಿಸಿದ ಅವರ ಸೇವೆಯನ್ನು ಸ್ಮರಿಸಲಾಯಿತು. ದಾನಿಗಳ ಪ್ರತ್ಯೇಕ ಸಮ್ಮಾನ: ಗೌಡ ಸಮಾಜದ ಅಭಿವೃದ್ಧಿಗೆ ನೆರವು ನೀಡಿದ ದಾನಿಗಳನ್ನು ಈ ಸಂದರ್ಭದಲ್ಲಿ ಗೌರವಿಸಲಾಯಿತು.: [313, 1705, 709, 1775]
- news-title: ಡಿ.21: ಸತ್ಯನಾರಾಯಣ ಪೂಜೆ: [48, 589, 242, 612]
- news-body: ಮುಲ್ಕಿ: ಹಳೆಯಂಗಡಿ ಶ್ರೀ ದುರ್ಗಾ ಸಮುದಾಯ ಸಂಘ ಮತ್ತು ಮಹಿಳಾ ಮಂಡಳಿಯ ಜಂಟಿ ಆಶ್ರಯದಲ್ಲಿ ನ.24ರಂದು ಸಾಮೂಹಿಕ ಶ್ರೀ ದುರ್ಗಾ ನಮಸ್ಕಾರ ಪೂಜೆ ವಿವಿಧ ಧಾರ್ಮಿಕ ಕಾರ್ಯಕ್ರಮಗಳೊಂದಿಗೆ ನಡೆಯಲಿದೆ.: [48, 535, 274, 573]
- news-title: ಶ್ರೀ ಚಂದ್ರಮೌಳೀಶ್ವರ ಕ್ಷೇತ್ರ: ದೀಪೋತ್ಸವ: [48, 668, 292, 691]
- list-item: [48, 589, 297, 653]
- top-story-body-col5: ಈ ಸಂದರ್ಭದಲ್ಲಿ ತಹಶೀಲ್ದಾರ್ ಪೃಥ್ವಿ ಸಾನಿಕಮ್, ವಲಯ ಅರಣ್ಯಾಧಿಕಾರಿ ಮೋಹನ್ ಕುಮಾರ್, ಉಪ ವಲಯ ಅರಣ್ಯಾಧಿಕಾರಿಗಳಾದ ಪ್ರಶಾಂತ್, ಗ್ರಾಮ ಪಂಚಾಯತ್ ಅಧ್ಯಕ್ಷ, ಸದಸ್ಯರು ಹಾಗೂ ಅರಣ್ಯ ಸಮಿತಿ ಅಧ್ಯಕ್ಷ ಉಪಸ್ಥಿತರಿದ್ದರು.: [1276, 546, 1479, 602]
- quote-attribution: ● ಹರೀಶ್ ಪೂಂಜ, ಶಾಸಕ: [1038, 427, 1140, 440]
- sports-info-box: [1330, 764, 1497, 1073]
